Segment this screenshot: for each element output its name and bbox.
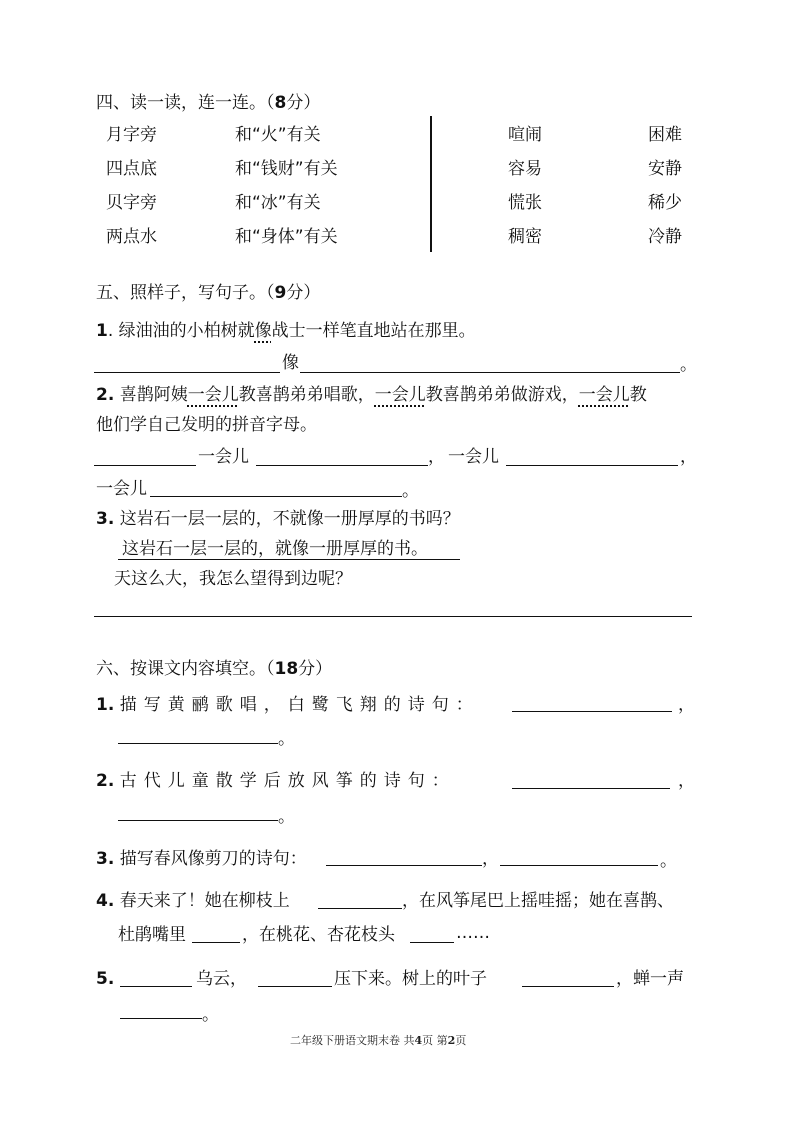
s6-q4-line2-a: 杜鹃嘴里 (118, 925, 186, 945)
s5-q3-example-underline (118, 559, 460, 560)
s6-q5-blank-4[interactable] (120, 1018, 202, 1019)
s5-q2-blank-3[interactable] (506, 465, 678, 466)
section5-title: 五、照样子，写句子。（9分） (96, 283, 321, 303)
s6-q2-blank-2[interactable] (118, 820, 278, 821)
s6-q4-line1-b: ，在风筝尾巴上摇哇摇；她在喜鹊、 (402, 891, 674, 911)
s5-q3-question: 3. 这岩石一层一层的，不就像一册厚厚的书吗？ (96, 509, 460, 529)
s5-q1-text: 1. 绿油油的小柏树就像战士一样笔直地站在那里。 (96, 321, 476, 341)
s6-q3-blank-2[interactable] (500, 865, 658, 866)
s5-q2-blank-4[interactable] (150, 496, 402, 497)
section6-title: 六、按课文内容填空。（18分） (96, 659, 333, 679)
s5-q2-fill-a: 一会儿 (198, 447, 249, 467)
s6-q4-line2-c: …… (456, 923, 490, 943)
s6-q5-a: 乌云， (196, 969, 247, 989)
s5-q2-fill-b: 一会儿 (448, 447, 499, 467)
s6-q1-blank-1[interactable] (512, 711, 672, 712)
s6-q1-end: 。 (278, 729, 295, 749)
mid-item-4: 和“身体”有关 (235, 227, 338, 247)
s6-q4-blank-1[interactable] (318, 908, 402, 909)
s6-q4-line1-a: 4. 春天来了！她在柳枝上 (96, 891, 290, 911)
right-b-item-1: 困难 (648, 125, 682, 145)
s5-q1-fill-word: 像 (282, 353, 299, 373)
s5-q2-line2: 他们学自己发明的拼音字母。 (96, 415, 317, 435)
right-b-item-2: 安静 (648, 159, 682, 179)
right-a-item-4: 稠密 (508, 227, 542, 247)
column-divider (430, 116, 432, 252)
s6-q5-end: 。 (202, 1005, 219, 1025)
left-item-3: 贝字旁 (106, 193, 157, 213)
s6-q1-text: 1. 描写黄鹂歌唱，白鹭飞翔的诗句： (96, 695, 480, 715)
s5-q1-end: 。 (680, 355, 697, 375)
s5-q3-prompt: 天这么大，我怎么望得到边呢？ (114, 569, 352, 589)
s6-q4-blank-2[interactable] (192, 942, 240, 943)
right-a-item-1: 喧闹 (508, 125, 542, 145)
s5-q2-line1: 2. 喜鹊阿姨一会儿教喜鹊弟弟唱歌，一会儿教喜鹊弟弟做游戏，一会儿教 (96, 385, 647, 405)
mid-item-3: 和“冰”有关 (235, 193, 321, 213)
s6-q5-blank-3[interactable] (522, 986, 614, 987)
s5-q2-comma-1: ， (428, 447, 445, 467)
s6-q5-c: ，蝉一声 (616, 969, 684, 989)
s6-q4-blank-3[interactable] (410, 942, 454, 943)
right-a-item-2: 容易 (508, 159, 542, 179)
right-a-item-3: 慌张 (508, 193, 542, 213)
s5-q2-comma-2: ， (680, 447, 697, 467)
s6-q2-end: 。 (278, 807, 295, 827)
s6-q2-comma: ， (678, 771, 695, 791)
mid-item-2: 和“钱财”有关 (235, 159, 338, 179)
left-item-2: 四点底 (106, 159, 157, 179)
s6-q1-blank-2[interactable] (118, 743, 278, 744)
section4-title: 四、读一读，连一连。（8分） (96, 93, 321, 113)
s6-q5-b: 压下来。树上的叶子 (334, 969, 487, 989)
s5-q2-blank-2[interactable] (256, 465, 428, 466)
s6-q3-end: 。 (660, 851, 677, 871)
s6-q1-comma: ， (678, 695, 695, 715)
s6-q4-line2-b: ，在桃花、杏花枝头 (242, 925, 395, 945)
s5-q1-blank-1[interactable] (94, 372, 280, 373)
s6-q3-blank-1[interactable] (326, 865, 482, 866)
s6-q5-blank-1[interactable] (120, 986, 192, 987)
s5-q2-end: 。 (402, 481, 419, 501)
s5-q1-blank-2[interactable] (300, 372, 680, 373)
s6-q5-num: 5. (96, 969, 115, 989)
right-b-item-3: 稀少 (648, 193, 682, 213)
mid-item-1: 和“火”有关 (235, 125, 321, 145)
s6-q3-text: 3. 描写春风像剪刀的诗句： (96, 849, 307, 869)
left-item-1: 月字旁 (106, 125, 157, 145)
s5-q2-blank-1[interactable] (94, 465, 196, 466)
s6-q5-blank-2[interactable] (258, 986, 332, 987)
s5-q2-fill-c: 一会儿 (96, 479, 147, 499)
s6-q3-comma: ， (482, 849, 499, 869)
s6-q2-text: 2. 古代儿童散学后放风筝的诗句： (96, 771, 456, 791)
s5-q3-answer-line[interactable] (94, 616, 692, 617)
page-footer: 二年级下册语文期末卷 共4页 第2页 (290, 1034, 467, 1047)
s6-q2-blank-1[interactable] (512, 788, 670, 789)
right-b-item-4: 冷静 (648, 227, 682, 247)
left-item-4: 两点水 (106, 227, 157, 247)
s5-q3-example-answer: 这岩石一层一层的，就像一册厚厚的书。 (122, 539, 428, 559)
